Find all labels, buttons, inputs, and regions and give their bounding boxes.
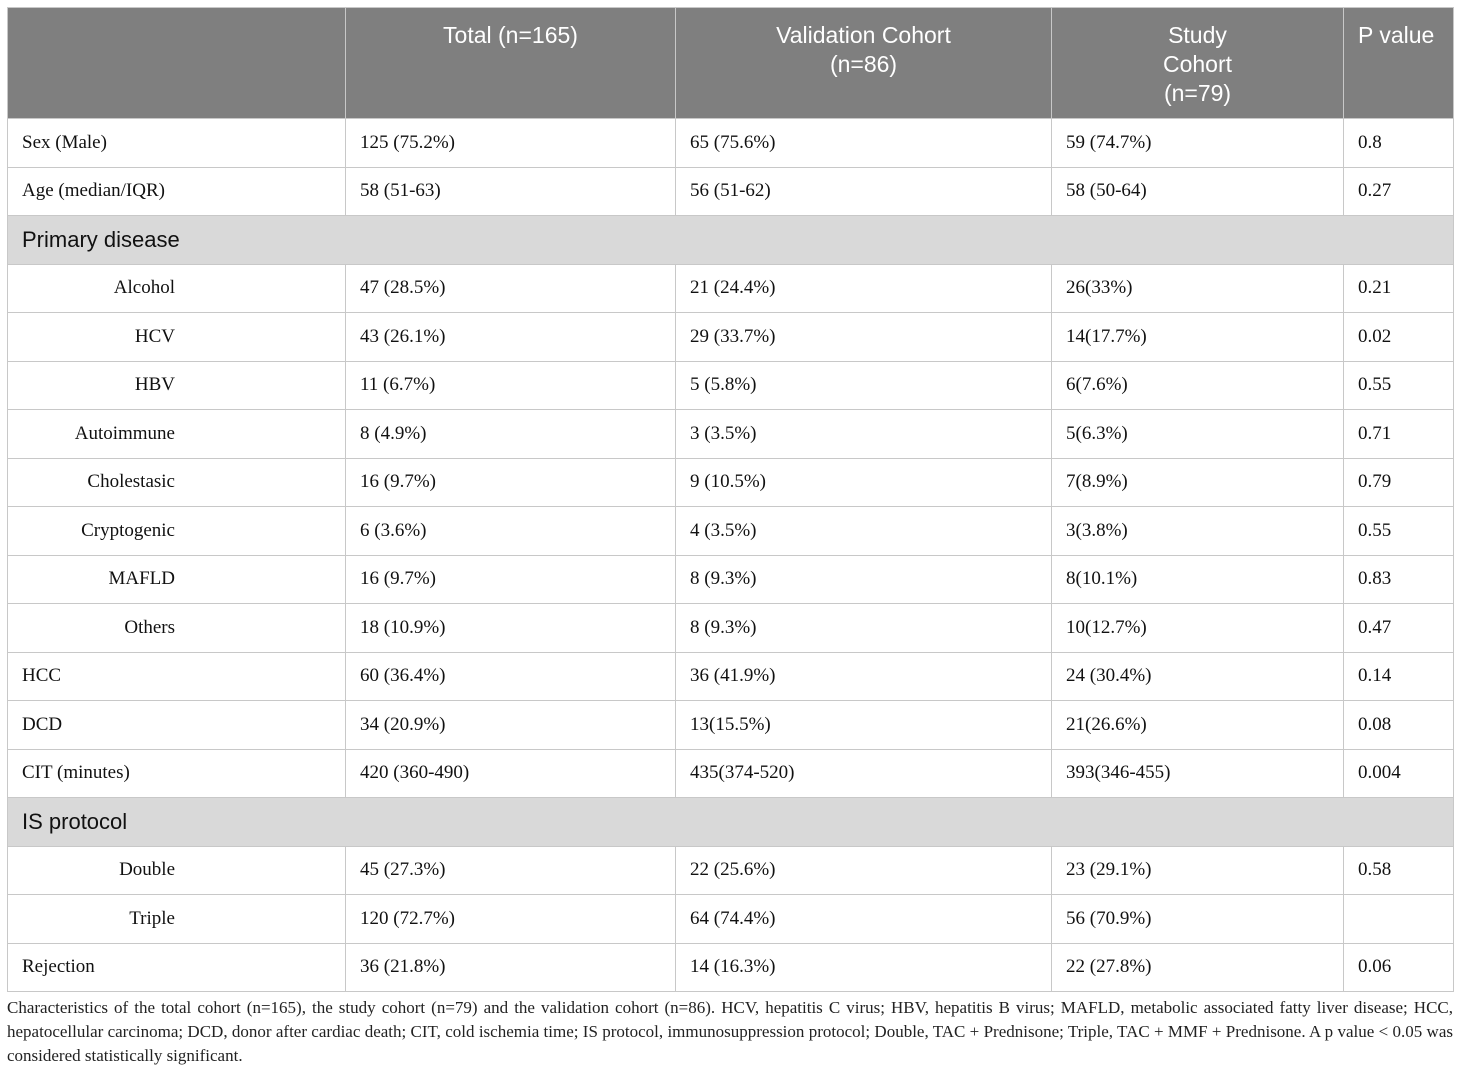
header-validation-text: Validation Cohort (n=86) — [776, 22, 951, 77]
section-row — [8, 798, 1454, 847]
header-cell-pvalue: P value — [1344, 8, 1454, 119]
cell-pvalue: 0.58 — [1344, 846, 1454, 895]
cell-total: 420 (360-490) — [346, 749, 676, 798]
table-row — [8, 604, 1454, 653]
cell-total: 16 (9.7%) — [346, 555, 676, 604]
cell-study: 7(8.9%) — [1052, 458, 1344, 507]
cell-validation: 8 (9.3%) — [676, 604, 1052, 653]
table-row — [8, 652, 1454, 701]
cell-study: 24 (30.4%) — [1052, 652, 1344, 701]
table-row — [8, 846, 1454, 895]
table-row — [8, 507, 1454, 556]
table-row — [8, 895, 1454, 944]
header-cell-label — [8, 8, 346, 119]
table-row — [8, 167, 1454, 216]
row-label: Triple — [8, 895, 346, 944]
section-title: Primary disease — [8, 216, 1454, 265]
header-study-text: Study Cohort (n=79) — [1162, 22, 1233, 106]
cell-total: 34 (20.9%) — [346, 701, 676, 750]
cell-total: 8 (4.9%) — [346, 410, 676, 459]
table-row — [8, 361, 1454, 410]
cell-pvalue: 0.47 — [1344, 604, 1454, 653]
cell-total: 43 (26.1%) — [346, 313, 676, 362]
table-row — [8, 313, 1454, 362]
cell-pvalue: 0.79 — [1344, 458, 1454, 507]
section-row — [8, 216, 1454, 265]
table-row — [8, 119, 1454, 168]
section-title: IS protocol — [8, 798, 1454, 847]
cell-pvalue: 0.08 — [1344, 701, 1454, 750]
cell-validation: 4 (3.5%) — [676, 507, 1052, 556]
table-row — [8, 458, 1454, 507]
cell-study: 8(10.1%) — [1052, 555, 1344, 604]
row-label: Cryptogenic — [8, 507, 346, 556]
row-label: CIT (minutes) — [8, 749, 346, 798]
cell-validation: 13(15.5%) — [676, 701, 1052, 750]
row-label: Others — [8, 604, 346, 653]
cell-validation: 9 (10.5%) — [676, 458, 1052, 507]
header-cell-study — [1052, 8, 1344, 119]
cell-pvalue: 0.02 — [1344, 313, 1454, 362]
cell-total: 47 (28.5%) — [346, 264, 676, 313]
cell-validation: 64 (74.4%) — [676, 895, 1052, 944]
row-label: Age (median/IQR) — [8, 167, 346, 216]
cell-study: 6(7.6%) — [1052, 361, 1344, 410]
cell-validation: 65 (75.6%) — [676, 119, 1052, 168]
cell-study: 56 (70.9%) — [1052, 895, 1344, 944]
cell-study: 23 (29.1%) — [1052, 846, 1344, 895]
cell-pvalue: 0.14 — [1344, 652, 1454, 701]
cell-pvalue: 0.55 — [1344, 361, 1454, 410]
row-label: DCD — [8, 701, 346, 750]
row-label: Double — [8, 846, 346, 895]
cell-total: 6 (3.6%) — [346, 507, 676, 556]
header-cell-validation — [676, 8, 1052, 119]
table-header-row — [8, 8, 1454, 119]
row-label: Cholestasic — [8, 458, 346, 507]
cell-study: 3(3.8%) — [1052, 507, 1344, 556]
table-row — [8, 264, 1454, 313]
row-label: Autoimmune — [8, 410, 346, 459]
table-row — [8, 749, 1454, 798]
cell-pvalue: 0.83 — [1344, 555, 1454, 604]
table-body — [8, 119, 1454, 992]
cell-pvalue: 0.004 — [1344, 749, 1454, 798]
cell-total: 18 (10.9%) — [346, 604, 676, 653]
cell-pvalue: 0.27 — [1344, 167, 1454, 216]
row-label: Sex (Male) — [8, 119, 346, 168]
cell-validation: 36 (41.9%) — [676, 652, 1052, 701]
row-label: HCC — [8, 652, 346, 701]
row-label: HCV — [8, 313, 346, 362]
cell-validation: 14 (16.3%) — [676, 943, 1052, 992]
row-label: MAFLD — [8, 555, 346, 604]
cell-pvalue: 0.71 — [1344, 410, 1454, 459]
table-row — [8, 410, 1454, 459]
cell-study: 393(346-455) — [1052, 749, 1344, 798]
table-caption: Characteristics of the total cohort (n=165), the study cohort (n=79) and the validation cohort (n=86). HCV, hepatitis C virus; HBV, hepatitis B virus; MAFLD, metabolic associated fatty liver disease; HCC, hepatocellular carcinoma; DCD, donor after cardiac death; CIT, cold ischemia time; IS protocol, immunosuppression protocol; Double, TAC + Prednisone; Triple, TAC + MMF + Prednisone. A p value < 0.05 was considered statistically significant. — [7, 998, 1453, 1065]
cell-validation: 8 (9.3%) — [676, 555, 1052, 604]
cell-validation: 21 (24.4%) — [676, 264, 1052, 313]
cell-pvalue: 0.21 — [1344, 264, 1454, 313]
table-row — [8, 701, 1454, 750]
cell-pvalue: 0.8 — [1344, 119, 1454, 168]
cell-study: 22 (27.8%) — [1052, 943, 1344, 992]
table-row — [8, 555, 1454, 604]
cell-study: 58 (50-64) — [1052, 167, 1344, 216]
cell-study: 14(17.7%) — [1052, 313, 1344, 362]
cell-study: 5(6.3%) — [1052, 410, 1344, 459]
cell-validation: 22 (25.6%) — [676, 846, 1052, 895]
cell-validation: 435(374-520) — [676, 749, 1052, 798]
header-total-text: Total (n=165) — [443, 22, 578, 48]
cell-validation: 5 (5.8%) — [676, 361, 1052, 410]
cell-study: 26(33%) — [1052, 264, 1344, 313]
cell-validation: 3 (3.5%) — [676, 410, 1052, 459]
cell-validation: 56 (51-62) — [676, 167, 1052, 216]
cell-total: 11 (6.7%) — [346, 361, 676, 410]
cell-total: 58 (51-63) — [346, 167, 676, 216]
cell-total: 16 (9.7%) — [346, 458, 676, 507]
cell-validation: 29 (33.7%) — [676, 313, 1052, 362]
row-label: HBV — [8, 361, 346, 410]
cell-total: 125 (75.2%) — [346, 119, 676, 168]
cell-total: 45 (27.3%) — [346, 846, 676, 895]
row-label: Alcohol — [8, 264, 346, 313]
cell-pvalue: 0.55 — [1344, 507, 1454, 556]
cell-study: 21(26.6%) — [1052, 701, 1344, 750]
cell-pvalue — [1344, 895, 1454, 944]
cohort-characteristics-table — [7, 7, 1454, 992]
cell-pvalue: 0.06 — [1344, 943, 1454, 992]
cell-total: 36 (21.8%) — [346, 943, 676, 992]
table-row — [8, 943, 1454, 992]
cell-total: 120 (72.7%) — [346, 895, 676, 944]
cell-study: 10(12.7%) — [1052, 604, 1344, 653]
cell-total: 60 (36.4%) — [346, 652, 676, 701]
row-label: Rejection — [8, 943, 346, 992]
cell-study: 59 (74.7%) — [1052, 119, 1344, 168]
header-cell-total — [346, 8, 676, 119]
